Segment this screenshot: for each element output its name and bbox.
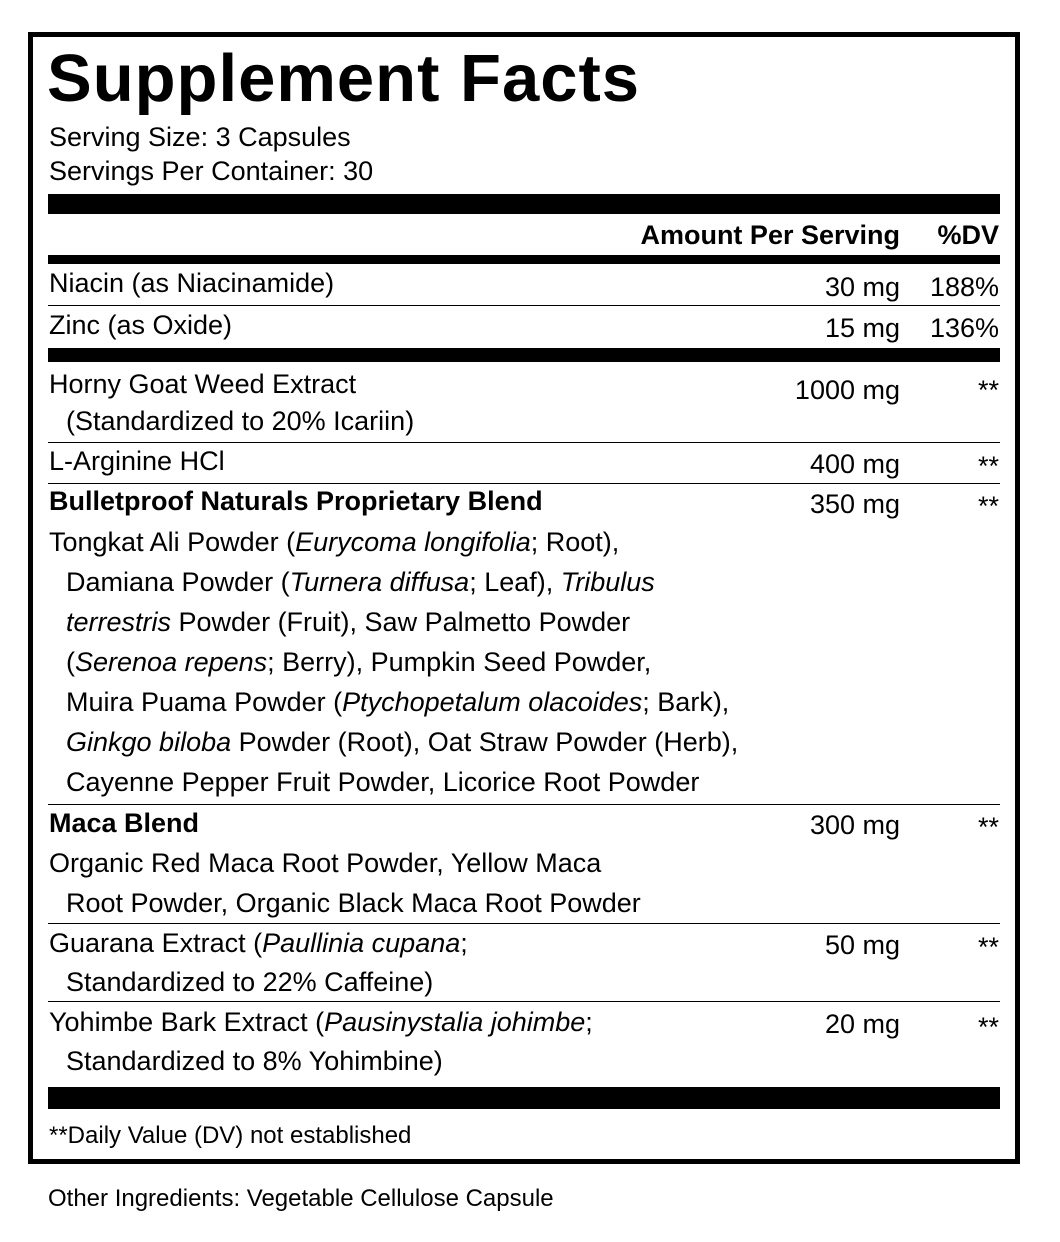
header-amount: Amount Per Serving [640, 220, 900, 250]
vitamin-dv: 136% [929, 313, 999, 343]
ingredient-amount: 1000 mg [794, 375, 900, 405]
thick-divider-middle [48, 348, 1000, 362]
vitamin-dv: 188% [929, 272, 999, 302]
maca-blend-name: Maca Blend [49, 808, 200, 838]
vitamin-name: Zinc (as Oxide) [49, 310, 233, 340]
ingredient-dv: ** [977, 932, 999, 962]
header-dv: %DV [937, 220, 999, 250]
maca-line: Organic Red Maca Root Powder, Yellow Maca [49, 848, 602, 878]
other-ingredients: Other Ingredients: Vegetable Cellulose Capsule [48, 1185, 554, 1212]
ingredient-l-arginine: L-Arginine HCl [49, 446, 225, 476]
ingredient-amount: 300 mg [809, 810, 900, 840]
blend-line: Damiana Powder (Turnera diffusa; Leaf), Tribulus [66, 567, 655, 597]
footnote: **Daily Value (DV) not established [49, 1122, 412, 1149]
ingredient-dv: ** [977, 451, 999, 481]
ingredient-amount: 350 mg [809, 489, 900, 519]
ingredient-guarana: Guarana Extract (Paullinia cupana; [49, 928, 468, 958]
vitamin-name: Niacin (as Niacinamide) [49, 268, 335, 298]
label-title: Supplement Facts [47, 41, 641, 116]
blend-line: Ginkgo biloba Powder (Root), Oat Straw Powder (Herb), [66, 727, 739, 757]
blend-line: Tongkat Ali Powder (Eurycoma longifolia; Root), [49, 527, 620, 557]
blend-line: Cayenne Pepper Fruit Powder, Licorice Root Powder [66, 767, 700, 797]
ingredient-horny-goat-weed: Horny Goat Weed Extract [49, 369, 357, 399]
thick-divider-top [48, 194, 1000, 214]
supplement-facts-panel [28, 32, 1020, 1164]
vitamin-amount: 15 mg [824, 313, 900, 343]
ingredient-yohimbe-standardization: Standardized to 8% Yohimbine) [66, 1046, 443, 1076]
blend-line: terrestris Powder (Fruit), Saw Palmetto Powder [66, 607, 631, 637]
blend-line: Muira Puama Powder (Ptychopetalum olacoides; Bark), [66, 687, 730, 717]
ingredient-dv: ** [977, 1012, 999, 1042]
blend-line: (Serenoa repens; Berry), Pumpkin Seed Powder, [66, 647, 652, 677]
vitamin-amount: 30 mg [824, 272, 900, 302]
servings-per-container: Servings Per Container: 30 [49, 156, 374, 186]
ingredient-amount: 400 mg [809, 449, 900, 479]
ingredient-horny-goat-weed-standardization: (Standardized to 20% Icariin) [66, 406, 415, 436]
ingredient-amount: 20 mg [824, 1009, 900, 1039]
ingredient-dv: ** [977, 812, 999, 842]
ingredient-yohimbe: Yohimbe Bark Extract (Pausinystalia johimbe; [49, 1007, 593, 1037]
serving-size: Serving Size: 3 Capsules [49, 122, 351, 152]
ingredient-dv: ** [977, 491, 999, 521]
ingredient-guarana-standardization: Standardized to 22% Caffeine) [66, 967, 434, 997]
thick-divider-bottom [48, 1087, 1000, 1109]
ingredient-amount: 50 mg [824, 930, 900, 960]
proprietary-blend-name: Bulletproof Naturals Proprietary Blend [49, 486, 543, 516]
maca-line: Root Powder, Organic Black Maca Root Powder [66, 888, 641, 918]
ingredient-dv: ** [977, 375, 999, 405]
